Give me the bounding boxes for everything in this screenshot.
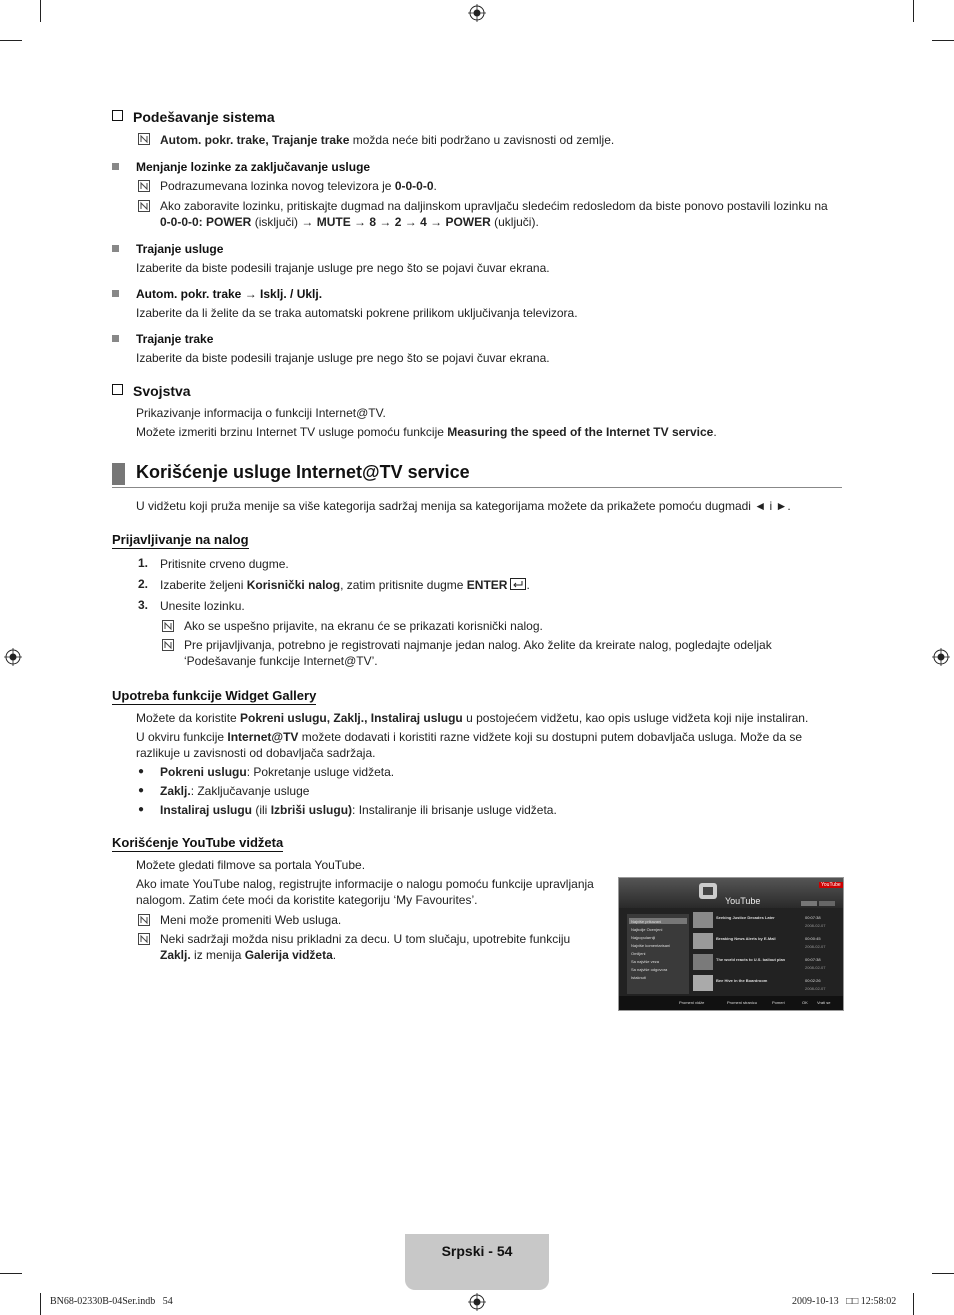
note-icon [138, 133, 150, 145]
crop-mark [0, 40, 22, 41]
square-bullet-icon [112, 163, 119, 170]
main-intro: U vidžetu koji pruža menije sa više kategorija sadržaj menija sa kategorijama možete da prikažete pomoću dugmadi ◄ i ►. [136, 499, 791, 513]
square-bullet-icon [112, 335, 119, 342]
tv-video-title: Bee Hive in the Boardroom [716, 978, 768, 983]
crop-mark [932, 40, 954, 41]
note-icon [138, 914, 150, 926]
properties-line: Prikazivanje informacija o funkciji Internet@TV. [136, 406, 386, 420]
tv-video-thumbnail [693, 912, 713, 928]
item-heading-ticker-duration: Trajanje trake [112, 332, 213, 346]
tv-video-date: 2008-02-07 [805, 923, 826, 928]
item-heading-service-duration: Trajanje usluge [112, 242, 223, 256]
tv-video-date: 2008-02-07 [805, 986, 826, 991]
tv-menu-item: Najpopularniji [631, 935, 656, 940]
enter-key-icon [510, 578, 526, 590]
tv-video-date: 2008-02-07 [805, 965, 826, 970]
registration-mark-icon [932, 648, 950, 666]
tv-video-thumbnail [693, 933, 713, 949]
registration-mark-icon [4, 648, 22, 666]
crop-mark [40, 0, 41, 22]
tv-header-button [801, 901, 817, 906]
step-text: Pritisnite crveno dugme. [160, 557, 289, 571]
youtube-logo-icon: YouTube [821, 882, 841, 888]
bullet-dot-icon: ● [138, 766, 145, 777]
tv-video-time: 00:07:38 [805, 915, 821, 920]
note-text: Pre prijavljivanja, potrebno je registrovati najmanje jedan nalog. Ako želite da kreirate nalog, pogledajte odeljak ‘Podešavanje funkcije Internet@TV’. [184, 638, 772, 668]
note-icon [162, 620, 174, 632]
properties-line: Možete izmeriti brzinu Internet TV usluge pomoću funkcije Measuring the speed of the Internet TV service. [136, 425, 717, 439]
note-text: Meni može promeniti Web usluga. [160, 913, 342, 927]
crop-mark [932, 1273, 954, 1274]
bullet-text: Zaklj.: Zaključavanje usluge [160, 784, 310, 798]
paragraph: Možete gledati filmove sa portala YouTube. [136, 858, 366, 872]
subsection-heading-widget-gallery: Upotreba funkcije Widget Gallery [112, 688, 317, 703]
registration-mark-icon [468, 4, 486, 22]
square-bullet-icon [112, 245, 119, 252]
subsection-heading-youtube: Korišćenje YouTube vidžeta [112, 835, 284, 850]
tv-video-time: 00:07:38 [805, 957, 821, 962]
step-text: Izaberite željeni Korisnički nalog, zatim pritisnite dugme ENTER . [160, 578, 530, 592]
note-text: Ako se uspešno prijavite, na ekranu će se prikazati korisnički nalog. [184, 619, 543, 633]
step-number: 3. [138, 598, 149, 612]
bullet-text: Pokreni uslugu: Pokretanje usluge vidžeta. [160, 765, 395, 779]
tv-footer-hint: Promeni vidže [679, 1000, 705, 1005]
tv-footer-hint: Pomeri [772, 1000, 785, 1005]
tv-video-title: Breaking News Alerts by E-Mail [716, 936, 776, 941]
page-number-tab: Srpski - 54 [405, 1234, 549, 1290]
tv-video-thumbnail [693, 954, 713, 970]
tv-footer-hint: OK [802, 1000, 808, 1005]
tv-footer-hint: Vrati se [817, 1000, 831, 1005]
tv-menu-item: Omiljeni [631, 951, 646, 956]
tv-menu-item: Najviše komentarisani [631, 943, 671, 948]
tv-video-title: Seeking Justice Decades Later [716, 915, 775, 920]
section-heading-system-settings: Podešavanje sistema [112, 109, 275, 125]
tv-video-thumbnail [693, 975, 713, 991]
tv-menu-item: Istaknuti [631, 975, 646, 980]
tv-menu-item: Najviše prikazani [631, 919, 662, 924]
paragraph: Možete da koristite Pokreni uslugu, Zaklj., Instaliraj uslugu u postojećem vidžetu, kao opis usluge vidžeta koji nije instaliran. [136, 711, 809, 725]
item-description: Izaberite da li želite da se traka automatski pokrene prilikom uključivanja televizora. [136, 306, 578, 320]
registration-mark-icon [468, 1293, 486, 1311]
step-number: 2. [138, 577, 149, 591]
tv-footer-hint: Promeni stranicu [727, 1000, 758, 1005]
footer-timestamp: 2009-10-13 □□ 12:58:02 [792, 1296, 897, 1307]
main-section-title: Korišćenje usluge Internet@TV service [112, 461, 842, 488]
tv-video-time: 00:00:45 [805, 936, 821, 941]
tv-app-label: YouTube [725, 896, 761, 906]
crop-mark [0, 1273, 22, 1274]
step-text: Unesite lozinku. [160, 599, 245, 613]
item-description: Izaberite da biste podesili trajanje usluge pre nego što se pojavi čuvar ekrana. [136, 351, 550, 365]
tv-video-date: 2008-02-07 [805, 944, 826, 949]
tv-widget-icon [697, 881, 719, 901]
paragraph: U okviru funkcije Internet@TV možete dodavati i koristiti razne vidžete koji su dostupni putem dobavljača usluga. Može da se razlikuje u zavisnosti od dobavljača sadržaja. [136, 730, 803, 760]
note-icon [138, 933, 150, 945]
crop-mark [913, 0, 914, 22]
bullet-text: Instaliraj uslugu (ili Izbriši uslugu): Instaliranje ili brisanje usluge vidžeta. [160, 803, 557, 817]
section-heading-properties: Svojstva [112, 383, 191, 399]
step-number: 1. [138, 556, 149, 570]
tv-header-button [819, 901, 835, 906]
square-bullet-icon [112, 290, 119, 297]
note-text: Podrazumevana lozinka novog televizora je 0-0-0-0. [160, 179, 437, 193]
item-heading-auto-ticker: Autom. pokr. trake → Isklj. / Uklj. [112, 287, 322, 301]
note-text: Ako zaboravite lozinku, pritiskajte dugmad na daljinskom upravljaču sledećim redosledom da biste ponovo postavili lozinku na 0-0-0-0: POWER (isključi) → MUTE → 8 → 2 → 4 → POWER (uključi). [160, 199, 828, 229]
title-bar-decoration [112, 463, 125, 485]
tv-menu-item: Sa najviše odgovora [631, 967, 668, 972]
tv-menu-item: Sa najviše veza [631, 959, 660, 964]
checkbox-bullet-icon [112, 110, 123, 121]
tv-video-title: The world reacts to U.S. bailout plan [716, 957, 786, 962]
bullet-dot-icon: ● [138, 785, 145, 796]
note-text: Autom. pokr. trake, Trajanje trake možda neće biti podržano u zavisnosti od zemlje. [160, 133, 615, 147]
tv-menu-item: Najbolje Ocenjeni [631, 927, 663, 932]
note-text: Neki sadržaji možda nisu prikladni za decu. U tom slučaju, upotrebite funkciju Zaklj. iz menija Galerija vidžeta. [160, 932, 571, 962]
youtube-widget-screenshot [618, 877, 844, 1011]
tv-video-time: 00:02:26 [805, 978, 821, 983]
item-description: Izaberite da biste podesili trajanje usluge pre nego što se pojavi čuvar ekrana. [136, 261, 550, 275]
paragraph: Ako imate YouTube nalog, registrujte informacije o nalogu pomoću funkcije upravljanja nalogom. Zatim ćete moći da koristite kategoriju ‘My Favourites’. [136, 877, 594, 907]
footer-file-name: BN68-02330B-04Ser.indb 54 [50, 1296, 173, 1307]
tv-category-menu [627, 914, 689, 994]
checkbox-bullet-icon [112, 384, 123, 395]
note-icon [138, 200, 150, 212]
crop-mark [40, 1293, 41, 1315]
note-icon [138, 180, 150, 192]
crop-mark [913, 1293, 914, 1315]
subsection-heading-login: Prijavljivanje na nalog [112, 532, 249, 547]
bullet-dot-icon: ● [138, 804, 145, 815]
item-heading-change-password: Menjanje lozinke za zaključavanje usluge [112, 160, 370, 174]
note-icon [162, 639, 174, 651]
